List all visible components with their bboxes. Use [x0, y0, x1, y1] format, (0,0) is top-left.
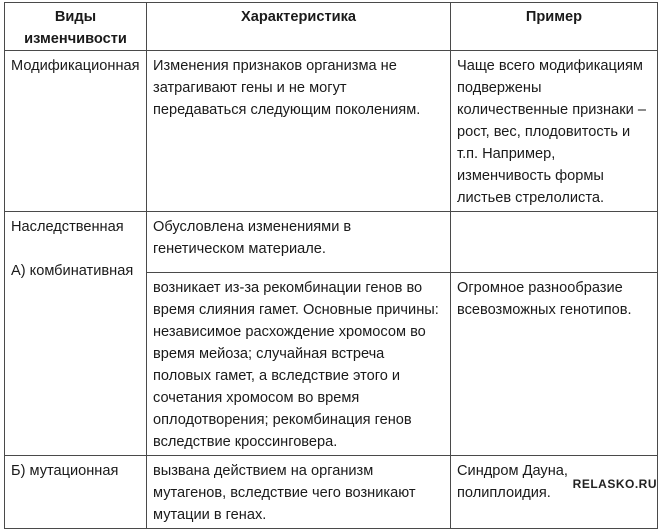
row-modification-type: Модификационная	[5, 51, 147, 212]
row-hereditary-characteristic: Обусловлена изменениями в генетическом материале.	[147, 212, 451, 273]
row-hereditary-type-cell	[5, 212, 147, 456]
row-combinative-example: Огромное разнообразие всевозможных генотипов.	[451, 273, 658, 456]
header-variability-types: Виды изменчивости	[5, 3, 147, 51]
table-row	[5, 456, 658, 529]
row-mutational-example: Синдром Дауна, полиплоидия.	[451, 456, 658, 529]
row-combinative-characteristic: возникает из-за рекомбинации генов во время слияния гамет. Основные причины: независимое расхождение хромосом во время мейоза; случайная встреча половых гамет, а вследствие этого и сочетания хромосом во время оплодотворения; рекомбинация генов вследствие кроссинговера.	[147, 273, 451, 456]
row-modification-characteristic: Изменения признаков организма не затрагивают гены и не могут передаваться следующим поколениям.	[147, 51, 451, 212]
site-watermark: RELASKO.RU	[572, 477, 657, 491]
table-header-row	[5, 3, 658, 51]
row-mutational-characteristic: вызвана действием на организм мутагенов, вследствие чего возникают мутации в генах.	[147, 456, 451, 529]
row-hereditary-type: Наследственная	[11, 219, 124, 235]
row-combinative-type: А) комбинативная	[11, 263, 134, 279]
table-row	[5, 51, 658, 212]
header-characteristic: Характеристика	[147, 3, 451, 51]
row-modification-example: Чаще всего модификациям подвержены количественные признаки – рост, вес, плодовитость и т.п. Например, изменчивость формы листьев стрелолиста.	[451, 51, 658, 212]
row-hereditary-example	[451, 212, 658, 273]
variability-table	[4, 2, 658, 529]
row-mutational-type: Б) мутационная	[5, 456, 147, 529]
spacer	[11, 238, 140, 260]
header-example: Пример	[451, 3, 658, 51]
table-row	[5, 212, 658, 273]
